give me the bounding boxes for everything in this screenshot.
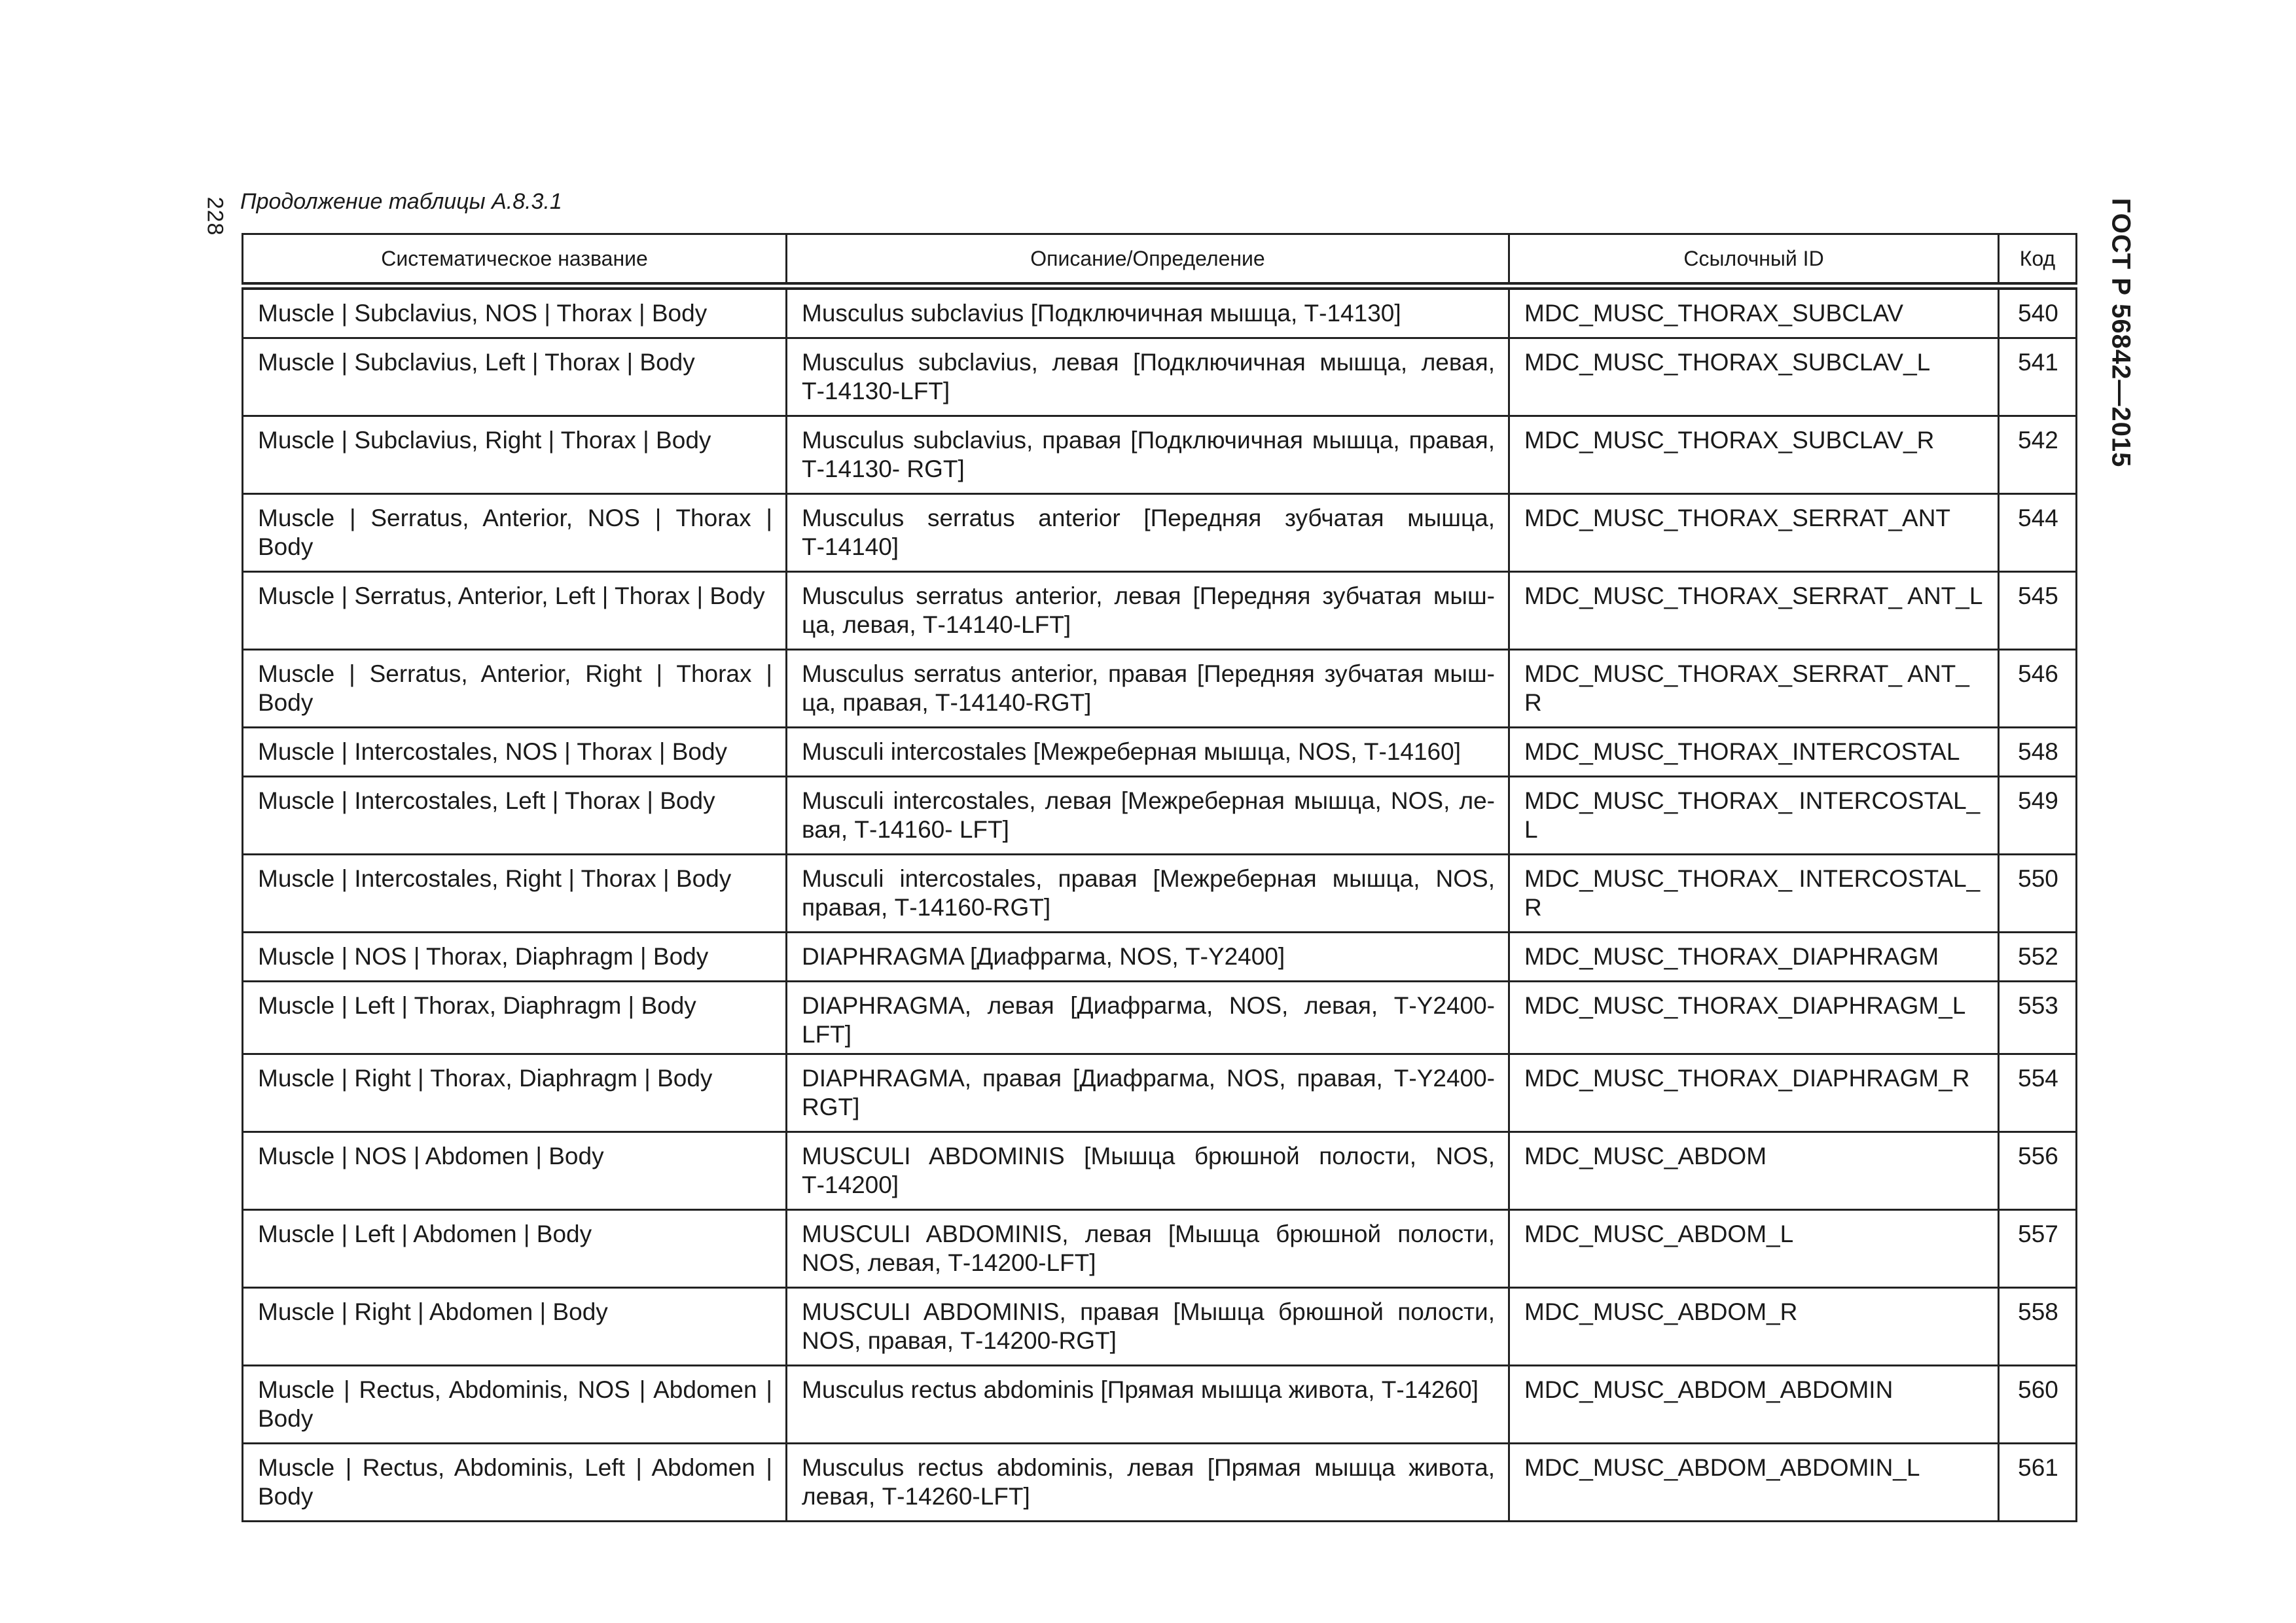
cell-description: Musculus serratus anterior, левая [Передняя зубчатая мыш-ца, левая, Т-14140-LFT] bbox=[787, 572, 1509, 650]
cell-reference-id: MDC_MUSC_ABDOM_R bbox=[1509, 1288, 1999, 1366]
cell-reference-id: MDC_MUSC_ABDOM bbox=[1509, 1132, 1999, 1210]
header-reference-id: Ссылочный ID bbox=[1509, 234, 1999, 287]
table-row bbox=[243, 1288, 2077, 1366]
cell-description: DIAPHRAGMA, правая [Диафрагма, NOS, правая, Т-Y2400-RGT] bbox=[787, 1054, 1509, 1132]
table-row bbox=[243, 728, 2077, 777]
cell-systematic-name: Muscle | Subclavius, Right | Thorax | Body bbox=[243, 416, 787, 494]
cell-reference-id: MDC_MUSC_THORAX_DIAPHRAGM_R bbox=[1509, 1054, 1999, 1132]
cell-description: MUSCULI ABDOMINIS, правая [Мышца брюшной полости, NOS, правая, Т-14200-RGT] bbox=[787, 1288, 1509, 1366]
cell-systematic-name: Muscle | Rectus, Abdominis, Left | Abdomen | Body bbox=[243, 1444, 787, 1522]
table-row bbox=[243, 494, 2077, 572]
cell-systematic-name: Muscle | Subclavius, NOS | Thorax | Body bbox=[243, 286, 787, 338]
cell-systematic-name: Muscle | NOS | Thorax, Diaphragm | Body bbox=[243, 933, 787, 982]
cell-code: 552 bbox=[1999, 933, 2077, 982]
cell-code: 541 bbox=[1999, 338, 2077, 416]
table-row bbox=[243, 338, 2077, 416]
cell-systematic-name: Muscle | Right | Thorax, Diaphragm | Body bbox=[243, 1054, 787, 1132]
page-number bbox=[196, 190, 233, 242]
cell-reference-id: MDC_MUSC_THORAX_DIAPHRAGM_L bbox=[1509, 982, 1999, 1054]
cell-systematic-name: Muscle | Serratus, Anterior, NOS | Thorax | Body bbox=[243, 494, 787, 572]
cell-code: 557 bbox=[1999, 1210, 2077, 1288]
cell-code: 561 bbox=[1999, 1444, 2077, 1522]
cell-description: Musculus rectus abdominis, левая [Прямая мышца живота, левая, Т-14260-LFT] bbox=[787, 1444, 1509, 1522]
cell-systematic-name: Muscle | Intercostales, NOS | Thorax | Body bbox=[243, 728, 787, 777]
table-row bbox=[243, 1444, 2077, 1522]
cell-reference-id: MDC_MUSC_THORAX_SERRAT_ ANT_R bbox=[1509, 650, 1999, 728]
table-caption: Продолжение таблицы А.8.3.1 bbox=[240, 189, 562, 214]
table-row bbox=[243, 416, 2077, 494]
cell-reference-id: MDC_MUSC_THORAX_SERRAT_ ANT_L bbox=[1509, 572, 1999, 650]
cell-systematic-name: Muscle | Right | Abdomen | Body bbox=[243, 1288, 787, 1366]
cell-reference-id: MDC_MUSC_THORAX_ INTERCOSTAL_L bbox=[1509, 777, 1999, 855]
cell-reference-id: MDC_MUSC_THORAX_ INTERCOSTAL_R bbox=[1509, 855, 1999, 933]
cell-code: 554 bbox=[1999, 1054, 2077, 1132]
table-row bbox=[243, 933, 2077, 982]
table-row bbox=[243, 1054, 2077, 1132]
cell-systematic-name: Muscle | Left | Abdomen | Body bbox=[243, 1210, 787, 1288]
document-code-text: ГОСТ Р 56842—2015 bbox=[2106, 198, 2136, 467]
cell-systematic-name: Muscle | NOS | Abdomen | Body bbox=[243, 1132, 787, 1210]
cell-code: 544 bbox=[1999, 494, 2077, 572]
cell-systematic-name: Muscle | Left | Thorax, Diaphragm | Body bbox=[243, 982, 787, 1054]
cell-description: MUSCULI ABDOMINIS, левая [Мышца брюшной полости, NOS, левая, Т-14200-LFT] bbox=[787, 1210, 1509, 1288]
cell-reference-id: MDC_MUSC_ABDOM_ABDOMIN bbox=[1509, 1366, 1999, 1444]
code-table bbox=[242, 233, 2077, 1522]
cell-code: 545 bbox=[1999, 572, 2077, 650]
cell-code: 560 bbox=[1999, 1366, 2077, 1444]
cell-reference-id: MDC_MUSC_THORAX_SERRAT_ANT bbox=[1509, 494, 1999, 572]
cell-description: Musculus subclavius [Подключичная мышца, Т-14130] bbox=[787, 286, 1509, 338]
cell-code: 553 bbox=[1999, 982, 2077, 1054]
cell-systematic-name: Muscle | Serratus, Anterior, Left | Thorax | Body bbox=[243, 572, 787, 650]
table-row bbox=[243, 572, 2077, 650]
cell-code: 546 bbox=[1999, 650, 2077, 728]
table-row bbox=[243, 650, 2077, 728]
cell-description: DIAPHRAGMA, левая [Диафрагма, NOS, левая, Т-Y2400-LFT] bbox=[787, 982, 1509, 1054]
cell-description: Musculi intercostales, левая [Межреберная мышца, NOS, ле-вая, Т-14160- LFT] bbox=[787, 777, 1509, 855]
cell-systematic-name: Muscle | Intercostales, Left | Thorax | Body bbox=[243, 777, 787, 855]
cell-systematic-name: Muscle | Rectus, Abdominis, NOS | Abdomen | Body bbox=[243, 1366, 787, 1444]
cell-description: Musculus serratus anterior [Передняя зубчатая мышца, Т-14140] bbox=[787, 494, 1509, 572]
cell-reference-id: MDC_MUSC_THORAX_SUBCLAV_L bbox=[1509, 338, 1999, 416]
cell-code: 542 bbox=[1999, 416, 2077, 494]
table-row bbox=[243, 1366, 2077, 1444]
table-row bbox=[243, 982, 2077, 1054]
cell-description: Musculus serratus anterior, правая [Передняя зубчатая мыш-ца, правая, Т-14140-RGT] bbox=[787, 650, 1509, 728]
cell-description: Musculus subclavius, левая [Подключичная мышца, левая, Т-14130-LFT] bbox=[787, 338, 1509, 416]
cell-description: Musculi intercostales, правая [Межреберная мышца, NOS, правая, Т-14160-RGT] bbox=[787, 855, 1509, 933]
cell-systematic-name: Muscle | Intercostales, Right | Thorax | Body bbox=[243, 855, 787, 933]
header-description: Описание/Определение bbox=[787, 234, 1509, 287]
cell-description: MUSCULI ABDOMINIS [Мышца брюшной полости, NOS, Т-14200] bbox=[787, 1132, 1509, 1210]
cell-reference-id: MDC_MUSC_THORAX_INTERCOSTAL bbox=[1509, 728, 1999, 777]
table-row bbox=[243, 855, 2077, 933]
table-row bbox=[243, 777, 2077, 855]
table-row bbox=[243, 1132, 2077, 1210]
cell-systematic-name: Muscle | Subclavius, Left | Thorax | Body bbox=[243, 338, 787, 416]
cell-code: 550 bbox=[1999, 855, 2077, 933]
cell-description: Musculus subclavius, правая [Подключичная мышца, правая, Т-14130- RGT] bbox=[787, 416, 1509, 494]
header-systematic-name: Систематическое название bbox=[243, 234, 787, 287]
cell-code: 548 bbox=[1999, 728, 2077, 777]
cell-reference-id: MDC_MUSC_THORAX_DIAPHRAGM bbox=[1509, 933, 1999, 982]
cell-description: Musculi intercostales [Межреберная мышца, NOS, Т-14160] bbox=[787, 728, 1509, 777]
cell-code: 556 bbox=[1999, 1132, 2077, 1210]
cell-systematic-name: Muscle | Serratus, Anterior, Right | Thorax | Body bbox=[243, 650, 787, 728]
cell-code: 558 bbox=[1999, 1288, 2077, 1366]
cell-description: Musculus rectus abdominis [Прямая мышца живота, Т-14260] bbox=[787, 1366, 1509, 1444]
page-number-text: 228 bbox=[202, 196, 228, 236]
cell-code: 549 bbox=[1999, 777, 2077, 855]
table-row bbox=[243, 286, 2077, 338]
cell-reference-id: MDC_MUSC_THORAX_SUBCLAV bbox=[1509, 286, 1999, 338]
cell-reference-id: MDC_MUSC_ABDOM_ABDOMIN_L bbox=[1509, 1444, 1999, 1522]
cell-description: DIAPHRAGMA [Диафрагма, NOS, Т-Y2400] bbox=[787, 933, 1509, 982]
table-row bbox=[243, 1210, 2077, 1288]
cell-reference-id: MDC_MUSC_THORAX_SUBCLAV_R bbox=[1509, 416, 1999, 494]
cell-code: 540 bbox=[1999, 286, 2077, 338]
header-code: Код bbox=[1999, 234, 2077, 287]
cell-reference-id: MDC_MUSC_ABDOM_L bbox=[1509, 1210, 1999, 1288]
document-code bbox=[2094, 188, 2147, 476]
table-header-row bbox=[243, 234, 2077, 287]
